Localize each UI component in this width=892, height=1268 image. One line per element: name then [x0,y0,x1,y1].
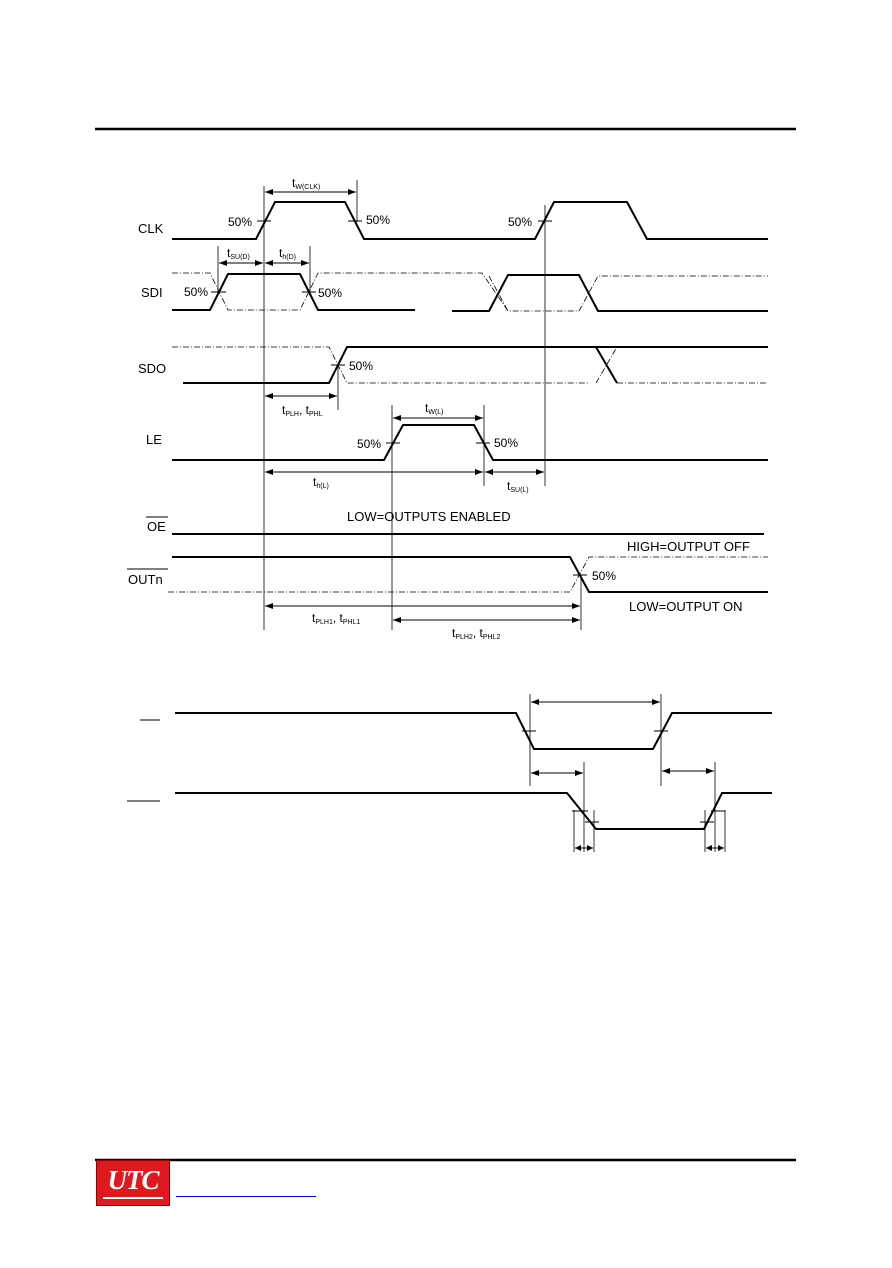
le-fall-percent: 50% [494,436,519,450]
sdo-waveform [183,347,768,383]
outn-percent: 50% [592,569,617,583]
tplh1-tphl1-label: tPLH1, tPHL1 [312,611,361,626]
note-output-off: HIGH=OUTPUT OFF [627,539,750,554]
diagram2-waveform2 [175,793,772,829]
tplh2-tphl2-label: tPLH2, tPHL2 [452,626,501,641]
clk-fall-percent: 50% [366,213,391,227]
utc-logo [96,1160,170,1206]
le-rise-percent: 50% [357,437,382,451]
diagram2-waveform1 [175,713,772,749]
le-waveform [172,425,768,460]
note-outputs-enabled: LOW=OUTPUTS ENABLED [347,509,511,524]
clk2-rise-percent: 50% [508,215,533,229]
th-l-label: th(L) [313,475,329,490]
signal-label-oe: OE [147,519,166,534]
signal-label-le: LE [146,432,162,447]
note-output-on: LOW=OUTPUT ON [629,599,743,614]
tw-l-label: tW(L) [425,401,444,416]
sdi-percent-left: 50% [184,285,209,299]
tsu-d-label: tSU(D) [227,246,250,261]
sdi-waveform-low [172,274,415,310]
signal-label-outn: OUTn [128,572,163,587]
outn-waveform [172,557,768,592]
footer-link[interactable] [176,1196,316,1197]
signal-label-clk: CLK [138,221,164,236]
tplh-tphl-label: tPLH, tPHL [282,403,323,418]
clk-rise-percent: 50% [228,215,253,229]
sdi-percent-right: 50% [318,286,343,300]
tw-clk-label: tW(CLK) [292,176,321,191]
tsu-l-label: tSU(L) [507,479,529,494]
signal-label-sdi: SDI [141,285,163,300]
signal-label-sdo: SDO [138,361,167,376]
sdo-percent: 50% [349,359,374,373]
utc-logo-underline [103,1197,163,1199]
th-d-label: th(D) [279,246,296,261]
utc-logo-text: UTC [107,1165,159,1195]
